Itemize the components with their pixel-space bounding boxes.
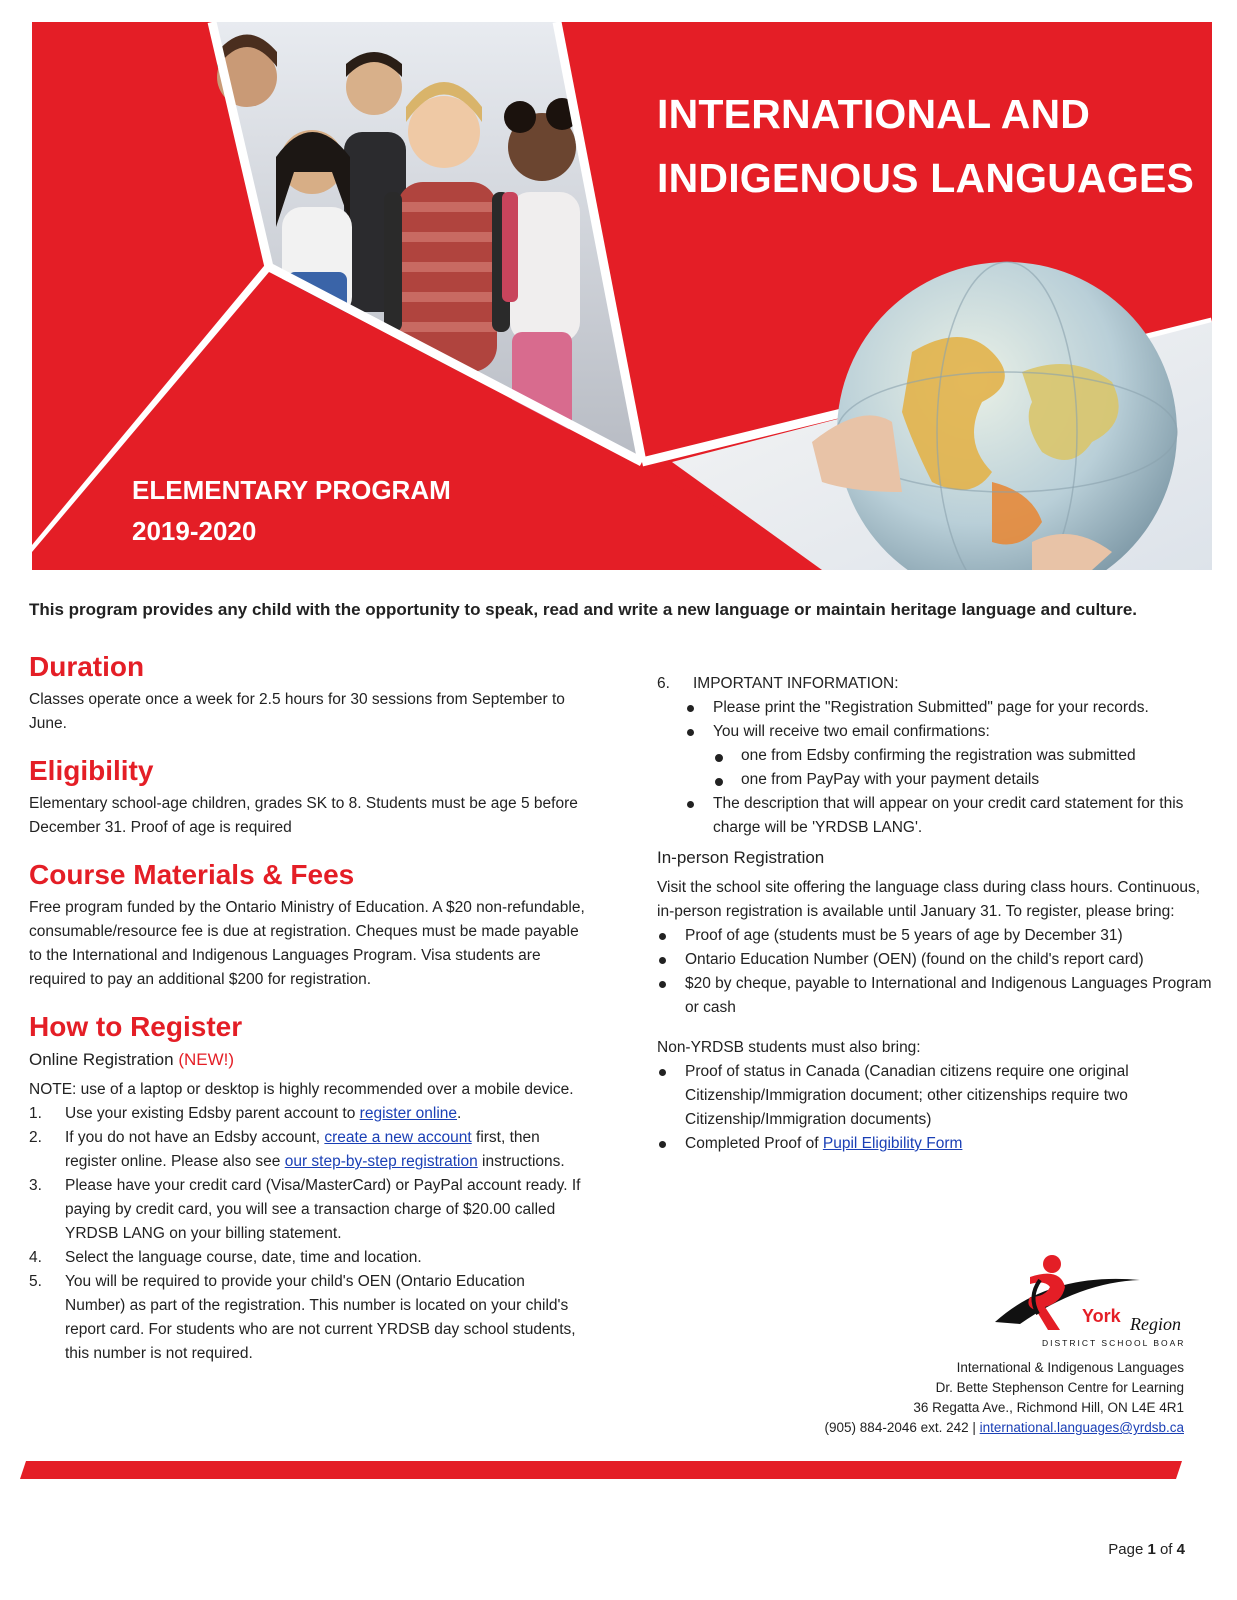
new-badge: (NEW!) [178,1050,235,1069]
fees-text: Free program funded by the Ontario Ministry of Education. A $20 non-refundable, consumable/resource fee is due at registration. Cheques must be made payable to the International and Indigenous Languages Program. Visa students are required to pay an additional $200 for registration. [29,899,585,988]
register-online-link[interactable]: register online [359,1105,458,1122]
list-item [685,720,1217,792]
logo-board: DISTRICT SCHOOL BOARD [1042,1338,1185,1348]
footer-red-bar [20,1461,1182,1479]
step-text: first, then register online. Please also see [65,1129,540,1170]
page-number [1108,1541,1185,1558]
list-item: Ontario Education Number (OEN) (found on the child's report card) [657,948,1217,972]
left-column [29,650,589,1366]
step-text: Use your existing Edsby parent account to [65,1105,360,1122]
banner-title-line-2: INDIGENOUS LANGUAGES [657,155,1195,201]
step-number: 2. [29,1129,42,1146]
list-item: $20 by cheque, payable to International and Indigenous Languages Program or cash [657,972,1217,1020]
program-label: ELEMENTARY PROGRAM [132,475,451,505]
step-text: You will be required to provide your child's OEN (Ontario Education Number) as part of the registration. This number is located on your child's report card. For students who are not current YRDSB day school students, this number is not required. [65,1273,576,1362]
header-banner [32,22,1212,570]
pupil-eligibility-form-link[interactable]: Pupil Eligibility Form [822,1135,963,1152]
fees-heading: Course Materials & Fees [29,859,355,890]
logo-york: York [1082,1306,1121,1326]
confirmations-list [713,744,1217,792]
step-text: Please have your credit card (Visa/MasterCard) or PayPal account ready. If paying by credit card, you will see a transaction charge of $20.00 called YRDSB LANG on your billing statement. [65,1177,581,1242]
step-text: If you do not have an Edsby account, [65,1129,325,1146]
list-item: Proof of status in Canada (Canadian citizens require one original Citizenship/Immigration document; other citizenships require two Citizenship/Immigration documents) [657,1060,1217,1132]
program-years: 2019-2020 [132,516,257,546]
step-number: 1. [29,1105,42,1122]
list-item [29,1270,589,1366]
eligibility-text: Elementary school-age children, grades SK to 8. Students must be age 5 before December 31. Proof of age is required [29,795,578,836]
logo-graphic [990,1252,1185,1352]
list-item-text: Completed Proof of [685,1135,823,1152]
inperson-items-list [657,924,1217,1020]
email-link[interactable]: international.languages@yrdsb.ca [979,1420,1184,1435]
step-number: 5. [29,1273,42,1290]
list-item: The description that will appear on your credit card statement for this charge will be 'YRDSB LANG'. [685,792,1217,840]
non-yrdsb-text: Non-YRDSB students must also bring: [657,1039,921,1056]
address-line-3: 36 Regatta Ave., Richmond Hill, ON L4E 4R1 [913,1400,1184,1415]
list-item: Proof of age (students must be 5 years of age by December 31) [657,924,1217,948]
intro-statement: This program provides any child with the opportunity to speak, read and write a new language or maintain heritage language and culture. [29,600,1138,619]
list-item [29,1102,589,1126]
inperson-heading: In-person Registration [657,848,825,867]
step-number: 6. [657,675,670,692]
list-item: one from Edsby confirming the registration was submitted [713,744,1217,768]
address-line-2: Dr. Bette Stephenson Centre for Learning [935,1380,1184,1395]
list-item: Please print the "Registration Submitted" page for your records. [685,696,1217,720]
contact-line [825,1418,1184,1438]
right-column [657,672,1217,1156]
registration-steps [29,1102,589,1366]
page-of: of [1155,1541,1177,1558]
page-current: 1 [1147,1541,1156,1558]
duration-text: Classes operate once a week for 2.5 hours for 30 sessions from September to June. [29,691,565,732]
yrdsb-logo [990,1252,1185,1352]
step-text: IMPORTANT INFORMATION: [693,675,899,692]
banner-subtitle [132,470,451,552]
banner-title-line-1: INTERNATIONAL AND [657,91,1091,137]
duration-heading: Duration [29,651,145,682]
step-number: 3. [29,1177,42,1194]
address-line-1: International & Indigenous Languages [956,1360,1184,1375]
list-item [657,1132,1217,1156]
step-number: 4. [29,1249,42,1266]
contact-address [825,1358,1184,1438]
online-registration-subheading [29,1048,589,1072]
step-text: Select the language course, date, time and location. [65,1249,422,1266]
eligibility-heading: Eligibility [29,755,154,786]
step-text: instructions. [477,1153,565,1170]
important-info-list [657,696,1217,840]
step-by-step-link[interactable]: our step-by-step registration [284,1153,478,1170]
inperson-text: Visit the school site offering the language class during class hours. Continuous, in-person registration is available until January 31. To register, please bring: [657,879,1201,920]
list-item-text: You will receive two email confirmations: [713,723,990,740]
register-heading: How to Register [29,1011,243,1042]
list-item [29,1246,589,1270]
list-item [29,1174,589,1246]
page-label: Page [1108,1541,1148,1558]
phone-number: (905) 884-2046 ext. 242 | [824,1420,980,1435]
list-item: one from PayPay with your payment details [713,768,1217,792]
create-account-link[interactable]: create a new account [324,1129,472,1146]
online-registration-label: Online Registration [29,1050,174,1069]
page-total: 4 [1176,1541,1185,1558]
registration-steps-continued [657,672,1217,696]
banner-title [657,82,1197,210]
list-item [657,672,1217,696]
device-note: NOTE: use of a laptop or desktop is highly recommended over a mobile device. [29,1081,574,1098]
list-item [29,1126,589,1174]
step-text: . [457,1105,462,1122]
logo-region: Region [1130,1314,1181,1334]
non-yrdsb-list [657,1060,1217,1156]
